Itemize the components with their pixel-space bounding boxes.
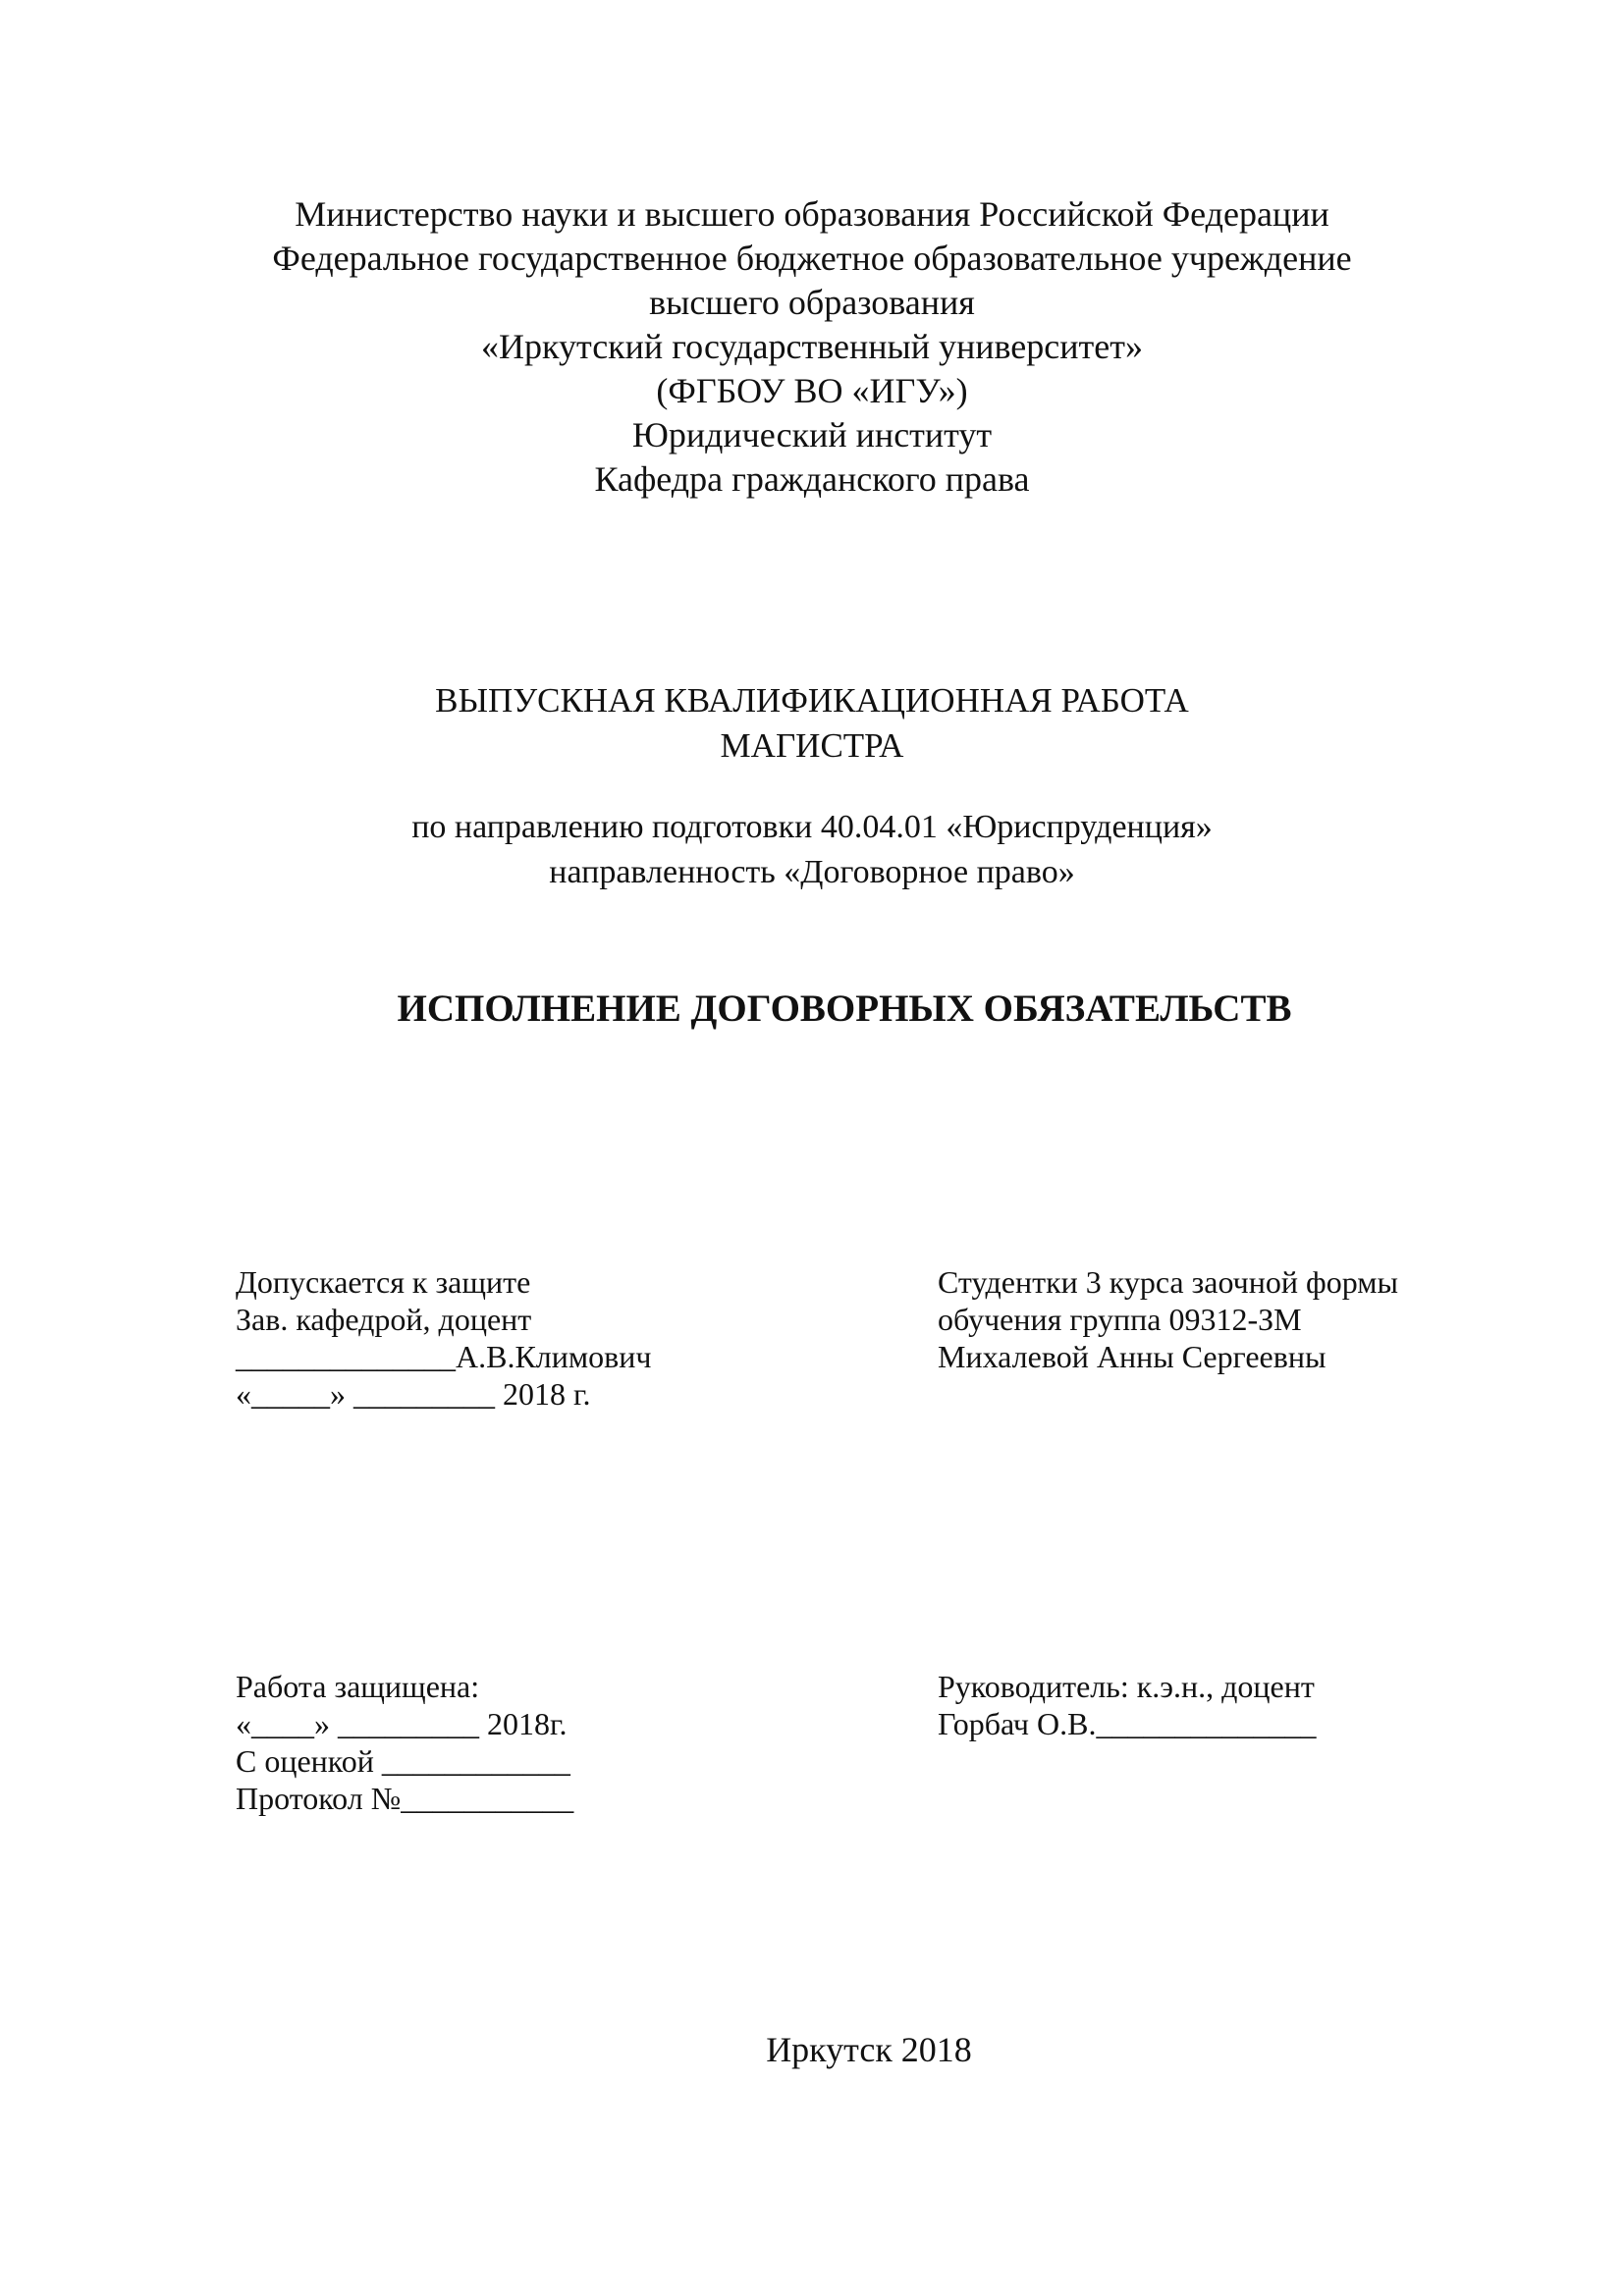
grade-line: С оценкой ____________ xyxy=(236,1743,570,1779)
work-type-line: ВЫПУСКНАЯ КВАЛИФИКАЦИОННАЯ РАБОТА xyxy=(435,681,1189,720)
department-line: Кафедра гражданского права xyxy=(594,459,1030,499)
student-name-line: Михалевой Анны Сергеевны xyxy=(938,1339,1326,1374)
education-level-line: высшего образования xyxy=(649,283,975,322)
thesis-title: ИСПОЛНЕНИЕ ДОГОВОРНЫХ ОБЯЗАТЕЛЬСТВ xyxy=(397,988,1292,1030)
defense-line-1: Работа защищена: xyxy=(236,1669,480,1704)
supervisor-line-1: Руководитель: к.э.н., доцент xyxy=(938,1669,1315,1704)
admission-line-2: Зав. кафедрой, доцент xyxy=(236,1302,532,1337)
ministry-line: Министерство науки и высшего образования Российской Федерации xyxy=(295,194,1329,234)
student-line-2: обучения группа 09312-ЗМ xyxy=(938,1302,1302,1337)
institution-type-line: Федеральное государственное бюджетное образовательное учреждение xyxy=(272,239,1352,278)
supervisor-signature-line: Горбач О.В.______________ xyxy=(938,1706,1317,1741)
head-of-department-signature: ______________А.В.Климович xyxy=(236,1339,652,1374)
city-year: Иркутск 2018 xyxy=(766,2030,972,2069)
admission-date-line: «_____» _________ 2018 г. xyxy=(236,1376,591,1412)
direction-line: по направлению подготовки 40.04.01 «Юриспруденция» xyxy=(411,809,1213,845)
specialization-line: направленность «Договорное право» xyxy=(549,854,1075,890)
admission-line-1: Допускается к защите xyxy=(236,1264,531,1300)
institute-line: Юридический институт xyxy=(631,415,993,454)
student-line-1: Студентки 3 курса заочной формы xyxy=(938,1264,1398,1300)
university-abbr-line: (ФГБОУ ВО «ИГУ») xyxy=(656,371,968,410)
defense-date-line: «____» _________ 2018г. xyxy=(236,1706,568,1741)
degree-line: МАГИСТРА xyxy=(720,726,904,765)
university-name-line: «Иркутский государственный университет» xyxy=(481,327,1143,366)
protocol-line: Протокол №___________ xyxy=(236,1781,574,1816)
